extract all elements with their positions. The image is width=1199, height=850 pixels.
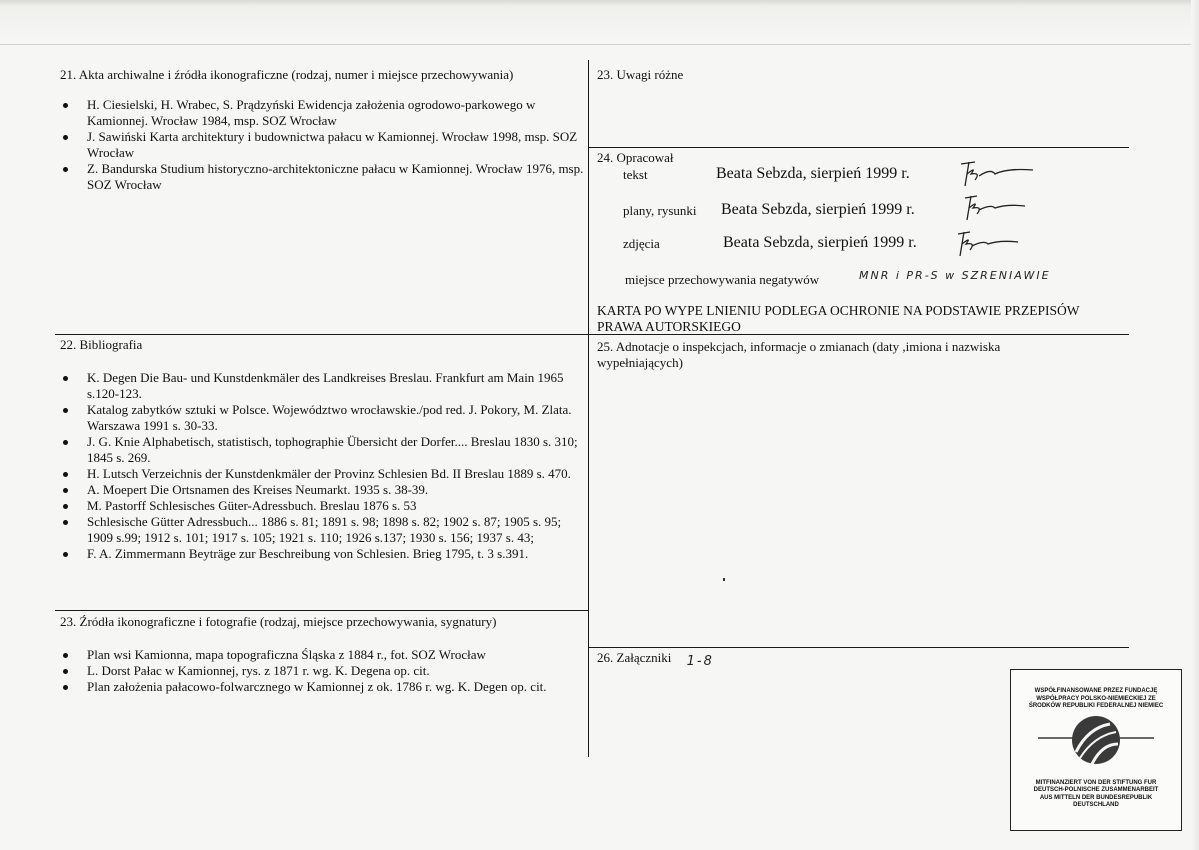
stamp-text-polish: WSPÓŁFINANSOWANE PRZEZ FUNDACJĘ WSPÓŁPRACY POLSKO-NIEMIECKIEJ ZE ŚRODKÓW REPUBLIKI FEDERALNEJ NIEMIEC <box>1028 688 1164 709</box>
foundation-logo-icon <box>1036 714 1156 778</box>
section-25 <box>597 339 1067 371</box>
section-24-title: 24. Opracował <box>597 150 674 165</box>
section-23-remarks-title: 23. Uwagi różne <box>597 67 684 82</box>
speck <box>723 578 725 581</box>
list-item: J. Sawiński Karta architektury i budownictwa pałacu w Kamionnej. Wrocław 1998, msp. SOZ Wrocław <box>60 129 584 161</box>
list-item: H. Lutsch Verzeichnis der Kunstdenkmäler der Provinz Schlesien Bd. II Breslau 1889 s. 470. <box>60 466 586 482</box>
list-item: Plan wsi Kamionna, mapa topograficzna Śląska z 1884 r., fot. SOZ Wrocław <box>60 647 586 663</box>
attachments-value: 1-8 <box>686 654 714 669</box>
row-value-photos: Beata Sebzda, sierpień 1999 r. <box>723 234 917 251</box>
section-24 <box>597 150 1127 334</box>
section-21 <box>60 67 584 193</box>
list-item: L. Dorst Pałac w Kamionnej, rys. z 1871 r. wg. K. Degena op. cit. <box>60 663 586 679</box>
list-item: Katalog zabytków sztuki w Polsce. Województwo wrocławskie./pod red. J. Pokory, M. Zlata. Warszawa 1991 s. 30-33. <box>60 402 586 434</box>
scan-right-edge <box>1191 0 1199 850</box>
section-23-sources-list <box>60 647 586 695</box>
divider-26 <box>589 647 1129 648</box>
funding-stamp <box>1010 669 1182 831</box>
list-item: K. Degen Die Bau- und Kunstdenkmäler des Landkreises Breslau. Frankfurt am Main 1965 s.120-123. <box>60 370 586 402</box>
list-item: Plan założenia pałacowo-folwarcznego w Kamionnej z ok. 1786 r. wg. K. Degen op. cit. <box>60 679 586 695</box>
negatives-label: miejsce przechowywania negatywów <box>625 272 820 287</box>
divider-23b <box>55 610 588 611</box>
section-23-sources-title: 23. Źródła ikonograficzne i fotografie (rodzaj, miejsce przechowywania, sygnatury) <box>60 614 497 629</box>
signature-icon <box>955 158 1035 188</box>
signature-icon <box>952 228 1022 258</box>
list-item: Z. Bandurska Studium historyczno-architektoniczne pałacu w Kamionnej. Wrocław 1976, msp. SOZ Wrocław <box>60 161 584 193</box>
divider-24 <box>589 147 1129 148</box>
section-22 <box>60 337 586 562</box>
row-label-text: tekst <box>623 167 648 182</box>
list-item: F. A. Zimmermann Beyträge zur Beschreibung von Schlesien. Brieg 1795, t. 3 s.391. <box>60 546 586 562</box>
list-item: M. Pastorff Schlesisches Güter-Adressbuch. Breslau 1876 s. 53 <box>60 498 586 514</box>
section-23-remarks <box>597 67 1117 83</box>
vertical-divider <box>588 60 589 757</box>
stamp-text-german: MITFINANZIERT VON DER STIFTUNG FUR DEUTSCH-POLNISCHE ZUSAMMENARBEIT AUS MITTELN DER BUNDESREPUBLIK DEUTSCHLAND <box>1033 779 1159 808</box>
section-22-list <box>60 370 586 562</box>
section-21-title: 21. Akta archiwalne i źródła ikonograficzne (rodzaj, numer i miejsce przechowywania) <box>60 67 514 82</box>
list-item: A. Moepert Die Ortsnamen des Kreises Neumarkt. 1935 s. 38-39. <box>60 482 586 498</box>
copyright-notice: KARTA PO WYPE LNIENIU PODLEGA OCHRONIE NA PODSTAWIE PRZEPISÓW PRAWA AUTORSKIEGO <box>597 303 1080 334</box>
section-26 <box>597 650 797 667</box>
negatives-value: MNR i PR-S w SZRENIAWIE <box>859 269 1051 282</box>
row-value-text: Beata Sebzda, sierpień 1999 r. <box>716 165 910 182</box>
row-label-photos: zdjęcia <box>623 236 660 251</box>
row-value-plans: Beata Sebzda, sierpień 1999 r. <box>721 201 915 218</box>
section-26-title: 26. Załączniki <box>597 650 672 665</box>
scan-top-edge <box>0 0 1199 45</box>
row-label-plans: plany, rysunki <box>623 203 697 218</box>
section-23-sources <box>60 614 586 695</box>
signature-icon <box>959 192 1029 222</box>
section-25-title: 25. Adnotacje o inspekcjach, informacje o zmianach (daty ,imiona i nazwiska wypełniających) <box>597 339 1001 370</box>
section-21-list <box>60 97 584 193</box>
list-item: J. G. Knie Alphabetisch, statistisch, tophographie Übersicht der Dorfer.... Breslau 1830 s. 310; 1845 s. 269. <box>60 434 586 466</box>
list-item: Schlesische Gütter Adressbuch... 1886 s. 81; 1891 s. 98; 1898 s. 82; 1902 s. 87; 1905 s. 95; 1909 s.99; 1912 s. 101; 1917 s. 105; 1921 s. 110; 1926 s.137; 1930 s. 156; 1937 s. 43; <box>60 514 586 546</box>
list-item: H. Ciesielski, H. Wrabec, S. Prądzyński Ewidencja założenia ogrodowo-parkowego w Kamionnej. Wrocław 1984, msp. SOZ Wrocław <box>60 97 584 129</box>
section-22-title: 22. Bibliografia <box>60 337 143 352</box>
